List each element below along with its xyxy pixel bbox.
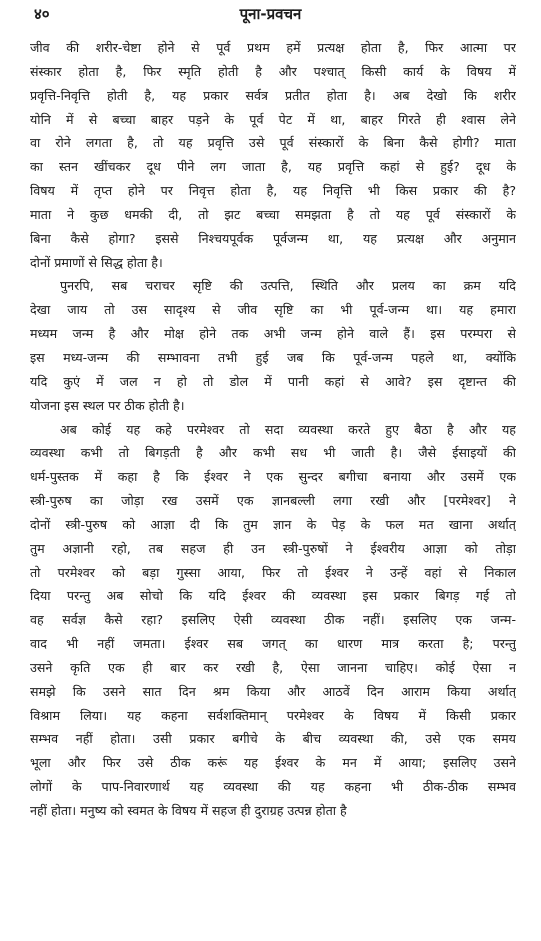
text-line: दिया परन्तु अब सोचो कि यदि ईश्वर की व्यवस्था इस प्रकार बिगड़ गई तो: [30, 588, 516, 604]
text-line: योनि में से बच्चा बाहर पड़ने के पूर्व पेट में था, बाहर गिरते ही श्वास लेने: [30, 111, 516, 127]
text-line: विश्राम लिया। यह कहना सर्वशक्तिमान् परमेश्वर के विषय में किसी प्रकार: [30, 707, 516, 723]
text-line: देखा जाय तो उस सादृश्य से जीव सृष्टि का भी पूर्व-जन्म था। यह हमारा: [30, 302, 516, 318]
text-line: धर्म-पुस्तक में कहा है कि ईश्वर ने एक सुन्दर बगीचा बनाया और उसमें एक: [30, 469, 516, 485]
text-line: तुम अज्ञानी रहो, तब सहज ही उन स्त्री-पुरुषों ने ईश्वरीय आज्ञा को तोड़ा: [30, 540, 516, 556]
text-line: वा रोने लगता है, तो यह प्रवृत्ति उसे पूर्व संस्कारों के बिना कैसे होगी? माता: [30, 135, 516, 151]
text-line: योजना इस स्थल पर ठीक होती है।: [30, 397, 185, 413]
page-number: ४०: [34, 5, 50, 23]
text-line: लोगों के पाप-निवारणार्थ यह व्यवस्था की यह कहना भी ठीक-ठीक सम्भव: [30, 779, 516, 795]
page-header: [0, 4, 541, 30]
text-line: जीव की शरीर-चेष्टा होने से पूर्व प्रथम हमें प्रत्यक्ष होता है, फिर आत्मा पर: [30, 40, 516, 55]
text-line: संस्कार होता है, फिर स्मृति होती है और पश्चात् किसी कार्य के विषय में: [30, 63, 516, 79]
running-title: पूना-प्रवचन: [239, 5, 302, 23]
text-line: विषय में तृप्त होने पर निवृत्त होता है, यह निवृत्ति भी किस प्रकार की है?: [30, 183, 516, 199]
text-line: नहीं होता। मनुष्य को स्वमत के विषय में सहज ही दुराग्रह उत्पन्न होता है: [30, 803, 347, 818]
text-line: वाद भी नहीं जमता। ईश्वर सब जगत् का धारण मात्र करता है; परन्तु: [30, 636, 516, 652]
text-line: माता ने कुछ धमकी दी, तो झट बच्चा समझता है तो यह पूर्व संस्कारों के: [30, 206, 516, 222]
text-line: बिना कैसे होगा? इससे निश्चयपूर्वक पूर्वजन्म था, यह प्रत्यक्ष और अनुमान: [30, 230, 516, 246]
text-line: मध्यम जन्म है और मोक्ष होने तक अभी जन्म होने वाले हैं। इस परम्परा से: [30, 326, 516, 342]
text-line: पुनरपि, सब चराचर सृष्टि की उत्पत्ति, स्थिति और प्रलय का क्रम यदि: [60, 278, 516, 294]
text-line: तो परमेश्वर को बड़ा गुस्सा आया, फिर तो ईश्वर ने उन्हें वहां से निकाल: [30, 564, 516, 580]
text-line: दोनों प्रमाणों से सिद्ध होता है।: [30, 254, 163, 270]
paragraph: [30, 418, 516, 823]
text-line: का स्तन खींचकर दूध पीने लग जाता है, यह प्रवृत्ति कहां से हुई? दूध के: [30, 159, 516, 175]
text-line: भूला और फिर उसे ठीक करूं यह ईश्वर के मन में आया; इसलिए उसने: [30, 755, 516, 771]
paragraph: [30, 36, 516, 274]
text-line: वह सर्वज्ञ कैसे रहा? इसलिए ऐसी व्यवस्था ठीक नहीं। इसलिए एक जन्म-: [30, 612, 516, 628]
text-line: समझे कि उसने सात दिन श्रम किया और आठवें दिन आराम किया अर्थात्: [30, 683, 516, 699]
page-body: [30, 36, 516, 823]
text-line: व्यवस्था कभी तो बिगड़ती है और कभी सध भी जाती है। जैसे ईसाइयों की: [30, 445, 516, 461]
text-line: प्रवृत्ति-निवृत्ति होती है, यह प्रकार सर्वत्र प्रतीत होता है। अब देखो कि शरीर: [30, 87, 516, 103]
text-line: उसने कृति एक ही बार कर रखी है, ऐसा जानना चाहिए। कोई ऐसा न: [30, 659, 516, 675]
text-line: स्त्री-पुरुष का जोड़ा रख उसमें एक ज्ञानबल्ली लगा रखी और [परमेश्वर] ने: [30, 493, 516, 509]
text-line: दोनों स्त्री-पुरुष को आज्ञा दी कि तुम ज्ञान के पेड़ के फल मत खाना अर्थात्: [30, 516, 516, 532]
text-line: इस मध्य-जन्म की सम्भावना तभी हुई जब कि पूर्व-जन्म पहले था, क्योंकि: [30, 349, 516, 365]
text-line: सम्भव नहीं होता। उसी प्रकार बगीचे के बीच व्यवस्था की, उसे एक समय: [30, 731, 516, 747]
text-line: यदि कुएं में जल न हो तो डोल में पानी कहां से आवे? इस दृष्टान्त की: [30, 373, 516, 389]
paragraph: [30, 274, 516, 417]
text-line: अब कोई यह कहे परमेश्वर तो सदा व्यवस्था करते हुए बैठा है और यह: [60, 421, 516, 437]
